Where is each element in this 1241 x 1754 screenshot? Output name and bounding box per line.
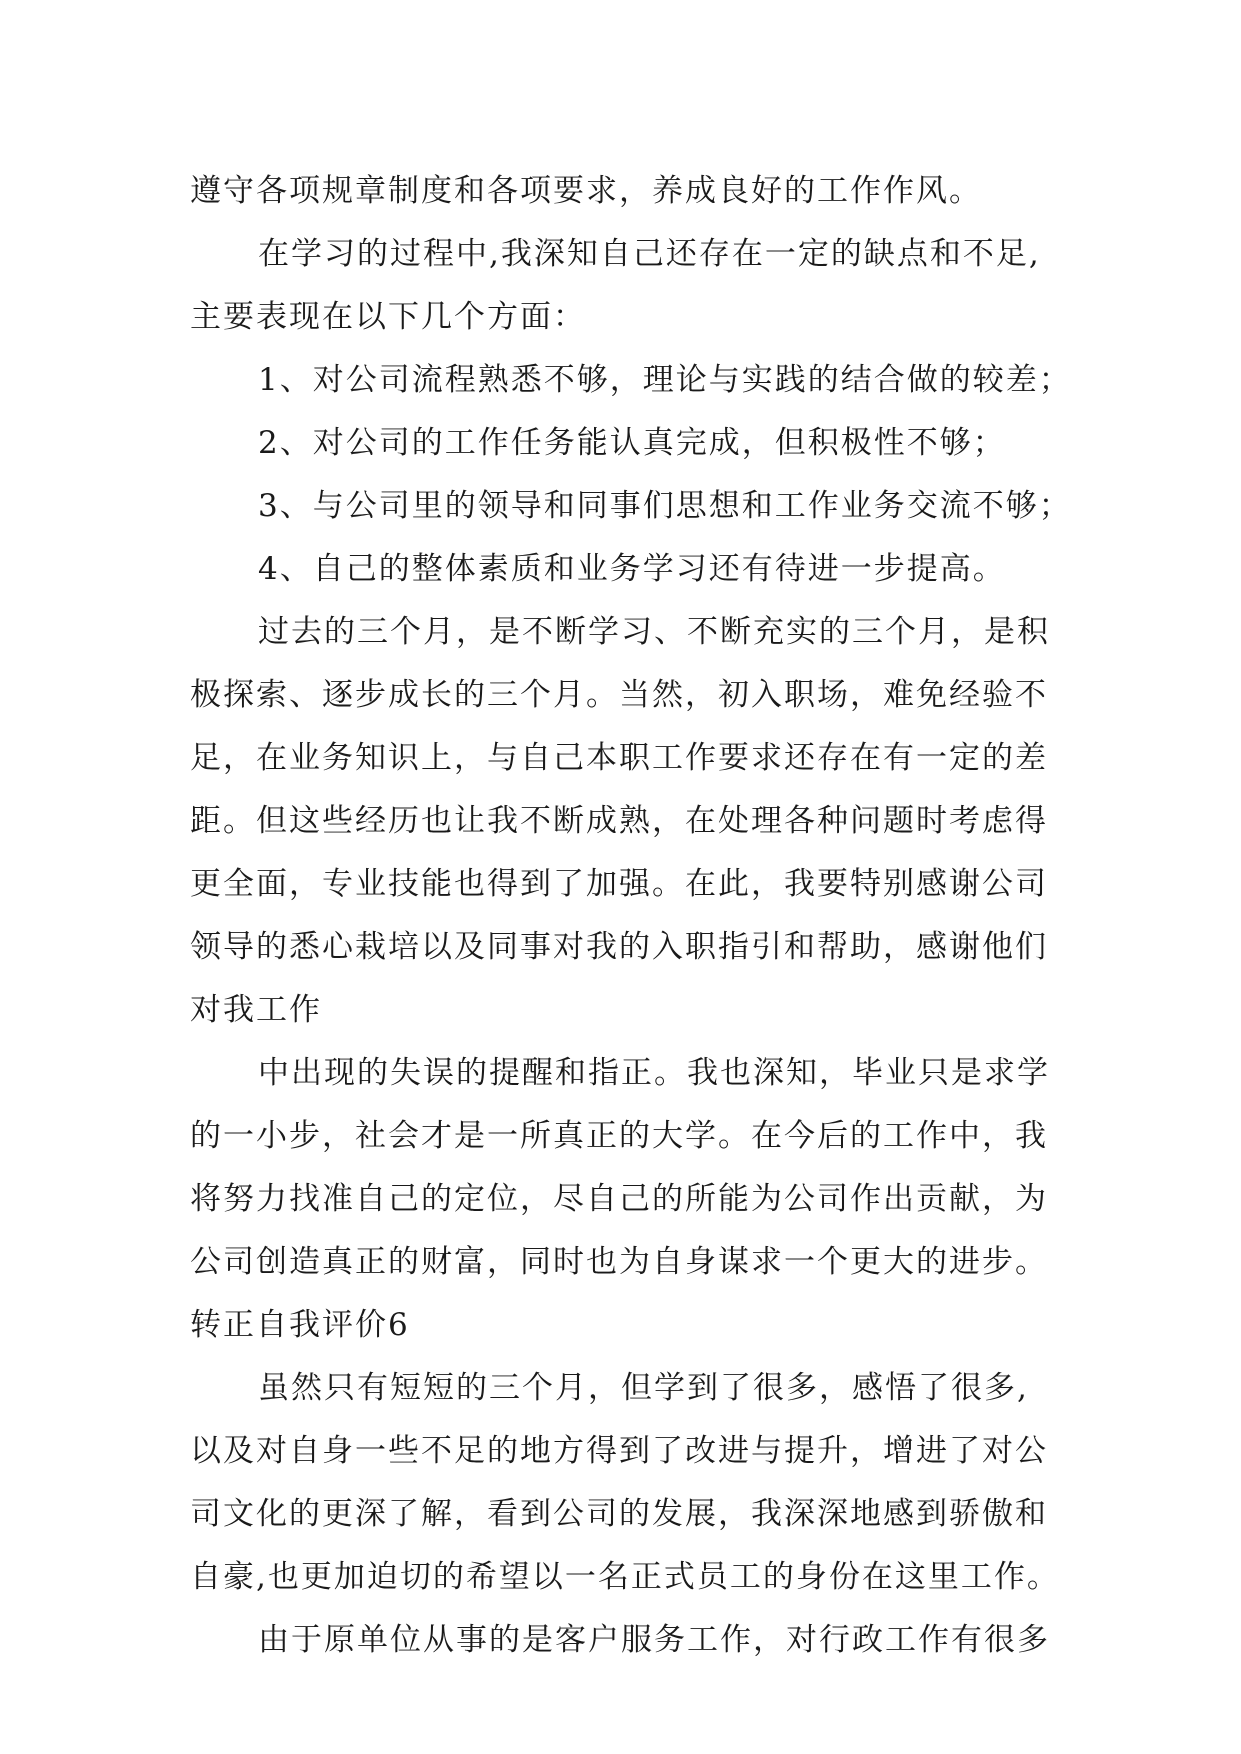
text-line: 司文化的更深了解，看到公司的发展，我深深地感到骄傲和 — [190, 1496, 1048, 1532]
text-line: 主要表现在以下几个方面： — [190, 299, 586, 335]
text-line: 在学习的过程中,我深知自己还存在一定的缺点和不足, — [258, 236, 1041, 272]
text-line: 领导的悉心栽培以及同事对我的入职指引和帮助，感谢他们 — [190, 929, 1048, 965]
list-item: 4、自己的整体素质和业务学习还有待进一步提高。 — [258, 551, 1006, 587]
text-line: 自豪,也更加迫切的希望以一名正式员工的身份在这里工作。 — [190, 1559, 1060, 1595]
list-item: 3、与公司里的领导和同事们思想和工作业务交流不够； — [258, 488, 1072, 524]
text-line: 以及对自身一些不足的地方得到了改进与提升，增进了对公 — [190, 1433, 1048, 1469]
text-line: 极探索、逐步成长的三个月。当然，初入职场，难免经验不 — [190, 677, 1048, 713]
text-line: 更全面，专业技能也得到了加强。在此，我要特别感谢公司 — [190, 866, 1048, 902]
text-line: 中出现的失误的提醒和指正。我也深知，毕业只是求学 — [258, 1055, 1050, 1091]
text-line: 过去的三个月，是不断学习、不断充实的三个月，是积 — [258, 614, 1050, 650]
text-line: 由于原单位从事的是客户服务工作，对行政工作有很多 — [258, 1622, 1050, 1658]
text-line: 的一小步，社会才是一所真正的大学。在今后的工作中，我 — [190, 1118, 1048, 1154]
text-line: 遵守各项规章制度和各项要求，养成良好的工作作风。 — [190, 173, 982, 209]
text-line: 距。但这些经历也让我不断成熟，在处理各种问题时考虑得 — [190, 803, 1048, 839]
document-page — [190, 160, 1070, 1672]
list-item: 2、对公司的工作任务能认真完成，但积极性不够； — [258, 425, 1006, 461]
text-line: 将努力找准自己的定位，尽自己的所能为公司作出贡献，为 — [190, 1181, 1048, 1217]
text-line: 对我工作 — [190, 992, 322, 1028]
text-line: 公司创造真正的财富，同时也为自身谋求一个更大的进步。 — [190, 1244, 1048, 1280]
text-line: 足，在业务知识上，与自己本职工作要求还存在有一定的差 — [190, 740, 1048, 776]
section-heading: 转正自我评价6 — [190, 1307, 410, 1343]
text-line: 虽然只有短短的三个月，但学到了很多，感悟了很多, — [258, 1370, 1029, 1406]
list-item: 1、对公司流程熟悉不够，理论与实践的结合做的较差； — [258, 362, 1072, 398]
